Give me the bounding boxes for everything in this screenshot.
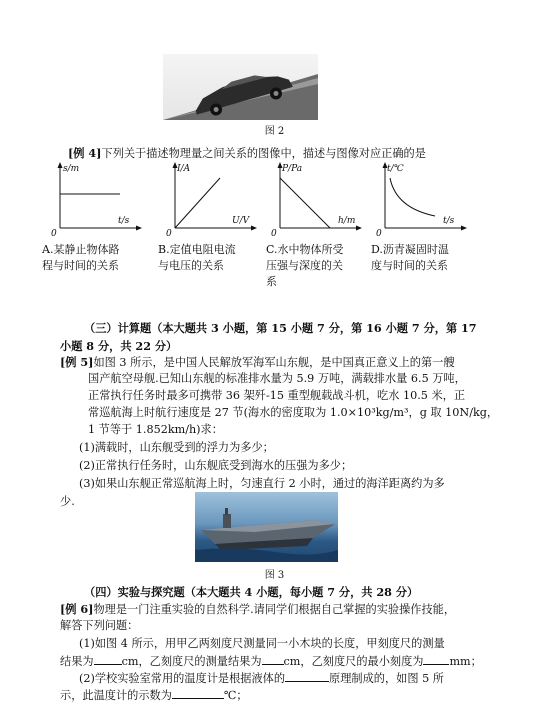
- graph-a-ylabel: s/m: [63, 164, 80, 174]
- example5-q3-end: 少.: [60, 495, 75, 508]
- graph-b-xlabel: U/V: [232, 216, 250, 226]
- option-a: A.某静止物体路程与时间的关系: [42, 243, 120, 272]
- graph-a-origin: 0: [51, 229, 57, 239]
- example5-q3: (3)如果山东舰正常巡航海上时，匀速直行 2 小时，通过的海洋距离约为多: [79, 477, 445, 490]
- example4-tag: [例 4]: [68, 146, 102, 160]
- example6-line-1: [例 6]物理是一门注重实验的自然科学.请同学们根据自己掌握的实验操作技能，: [60, 602, 456, 616]
- section4-heading: （四）实验与探究题（本大题共 4 小题，每小题 7 分，共 28 分）: [84, 585, 419, 599]
- example5-tag: [例 5]: [60, 355, 94, 369]
- example6-q2-line-b: 示，此温度计的示数为 ℃；: [60, 689, 248, 702]
- answer-blank-2[interactable]: [262, 653, 284, 665]
- graph-c-origin: 0: [271, 229, 277, 239]
- graph-c-ylabel: P/Pa: [282, 164, 303, 174]
- example6-tag: [例 6]: [60, 602, 94, 616]
- graph-b-ylabel: I/A: [177, 164, 191, 174]
- section3-heading-line1: （三）计算题（本大题共 3 小题，第 15 小题 7 分，第 16 小题 7 分，第 17: [84, 321, 477, 335]
- option-d: D.沥青凝固时温度与时间的关系: [371, 243, 449, 272]
- answer-blank-3[interactable]: [423, 653, 449, 665]
- example6-line-2: 解答下列问题：: [60, 619, 139, 632]
- example5-line-1: [例 5]如图 3 所示，是中国人民解放军海军山东舰，是中国真正意义上的第一艘: [60, 355, 455, 369]
- graph-b-line: [175, 178, 220, 228]
- example6-q1-line-b: 结果为 cm，乙刻度尺的测量结果为 cm，乙刻度尺的最小刻度为 mm；: [60, 655, 482, 668]
- car-photo: [163, 54, 318, 120]
- figure2-caption: 图 2: [264, 126, 285, 137]
- section3-heading-line2: 小题 8 分，共 22 分）: [60, 339, 178, 353]
- example5-line-4: 常巡航海上时航行速度是 27 节(海水的密度取为 1.0×10³kg/m³，g 取 10N/kg，: [88, 406, 499, 419]
- graph-c-line: [280, 178, 330, 228]
- example4-text: 下列关于描述物理量之间关系的图像中，描述与图像对应正确的是: [101, 147, 426, 160]
- example5-q2: (2)正常执行任务时，山东舰底受到海水的压强为多少；: [79, 459, 353, 472]
- option-c: C.水中物体所受压强与深度的关系: [266, 243, 344, 288]
- graph-d-curve: [390, 178, 435, 216]
- example5-line-2: 国产航空母舰.已知山东舰的标准排水量为 5.9 万吨，满载排水量 6.5 万吨，: [88, 372, 466, 385]
- graph-d-origin: 0: [376, 229, 382, 239]
- example6-q1-line-a: (1)如图 4 所示，用甲乙两刻度尺测量同一小木块的长度，甲刻度尺的测量: [79, 637, 445, 650]
- car-illustration: [163, 54, 318, 120]
- option-b: B.定值电阻电流与电压的关系: [158, 243, 236, 272]
- aircraft-carrier-photo: [195, 492, 338, 562]
- answer-blank-5[interactable]: [172, 687, 224, 699]
- graph-d-xlabel: t/s: [443, 216, 455, 226]
- example5-line-5: 1 节等于 1.852km/h)求：: [88, 423, 223, 436]
- example5-line-3: 正常执行任务时最多可携带 36 架歼-15 重型舰载战斗机，吃水 10.5 米，正: [88, 389, 466, 402]
- example6-q2-line-a: (2)学校实验室常用的温度计是根据液体的 原理制成的，如图 5 所: [79, 672, 444, 685]
- carrier-illustration: [195, 492, 338, 562]
- graph-a-xlabel: t/s: [118, 216, 130, 226]
- graph-c-xlabel: h/m: [338, 216, 356, 226]
- graph-d-ylabel: t/℃: [387, 164, 404, 174]
- example5-q1: (1)满载时，山东舰受到的浮力为多少；: [79, 441, 274, 454]
- graph-b-origin: 0: [166, 229, 172, 239]
- figure3-caption: 图 3: [264, 570, 285, 581]
- answer-blank-1[interactable]: [94, 653, 122, 665]
- example4-graphs: [40, 160, 510, 240]
- answer-blank-4[interactable]: [285, 670, 329, 682]
